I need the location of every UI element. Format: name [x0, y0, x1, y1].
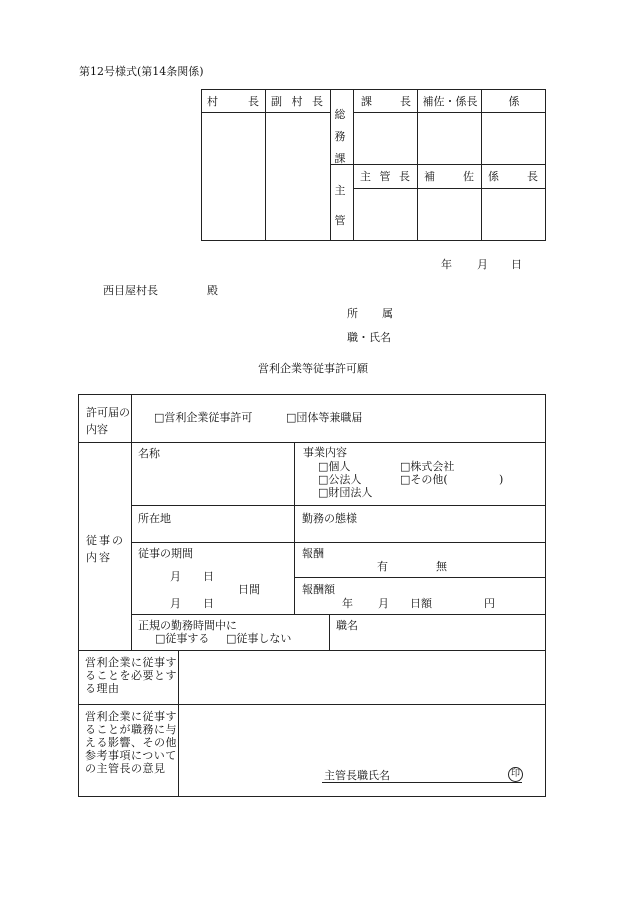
option-foundation[interactable]: □財団法人: [318, 486, 373, 499]
label-general-affairs: 総務課: [334, 108, 346, 165]
position-name-label: 職・氏名: [347, 331, 391, 344]
period-start-day: 日: [203, 570, 214, 583]
header-chief: 係長: [488, 170, 538, 183]
reward-yen: 円: [484, 597, 495, 610]
option-organization-notice[interactable]: □団体等兼職届: [286, 411, 363, 424]
form-title: 営利企業等従事許可願: [258, 362, 368, 375]
form-number: 第12号様式(第14条関係): [79, 65, 204, 78]
hours-label: 正規の勤務時間中に: [138, 619, 237, 632]
header-village-mayor: 村長: [207, 95, 259, 108]
reward-label: 報酬: [302, 547, 324, 560]
date-month: 月: [477, 258, 488, 271]
addressee-name: 西目屋村長: [103, 284, 158, 297]
date-day: 日: [511, 258, 522, 271]
period-label: 従事の期間: [138, 547, 193, 560]
seal-icon: 印: [508, 767, 523, 782]
period-end-month: 月: [170, 597, 181, 610]
header-staff: 係: [508, 95, 520, 108]
period-end-day: 日: [203, 597, 214, 610]
reward-year: 年: [342, 597, 353, 610]
option-commercial-permit[interactable]: □営利企業従事許可: [154, 411, 253, 424]
address-label: 所在地: [138, 512, 171, 525]
affiliation-label: 所属: [347, 307, 393, 320]
option-engage[interactable]: □従事する: [155, 632, 210, 645]
reward-yes[interactable]: 有: [377, 560, 388, 573]
option-corporation[interactable]: □株式会社: [400, 460, 455, 473]
period-days: 日間: [238, 583, 260, 596]
reward-daily: 日額: [410, 597, 432, 610]
label-supervising: 主管: [334, 184, 346, 227]
business-label: 事業内容: [303, 446, 347, 459]
signature-line: [322, 782, 522, 783]
reward-month: 月: [378, 597, 389, 610]
option-not-engage[interactable]: □従事しない: [226, 632, 292, 645]
option-individual[interactable]: □個人: [318, 460, 351, 473]
header-supervisor: 主管長: [360, 170, 410, 183]
option-public-corp[interactable]: □公法人: [318, 473, 362, 486]
opinion-label: 営利企業に従事することが職務に与える影響、その他参考事項についての主管長の意見: [85, 710, 177, 775]
job-title-label: 職名: [336, 619, 358, 632]
reward-no[interactable]: 無: [436, 560, 447, 573]
signature-label: 主管長職氏名: [324, 769, 390, 782]
option-other[interactable]: □その他(: [400, 473, 448, 486]
engagement-label: 従事の内容: [86, 534, 125, 564]
header-assistant: 補佐: [424, 170, 474, 183]
header-deputy-mayor: 副村長: [271, 95, 323, 108]
option-other-close: ): [499, 473, 504, 486]
header-assistant-chief: 補佐・係長: [422, 95, 478, 108]
name-label: 名称: [138, 447, 160, 460]
date-year: 年: [441, 258, 452, 271]
period-start-month: 月: [170, 570, 181, 583]
permit-type-label: 許可届の内容: [86, 406, 130, 436]
reason-label: 営利企業に従事することを必要とする理由: [85, 656, 177, 695]
work-form-label: 勤務の態様: [302, 512, 357, 525]
addressee-honorific: 殿: [207, 284, 218, 297]
reward-amount-label: 報酬額: [302, 583, 335, 596]
header-section-chief: 課長: [361, 95, 411, 108]
